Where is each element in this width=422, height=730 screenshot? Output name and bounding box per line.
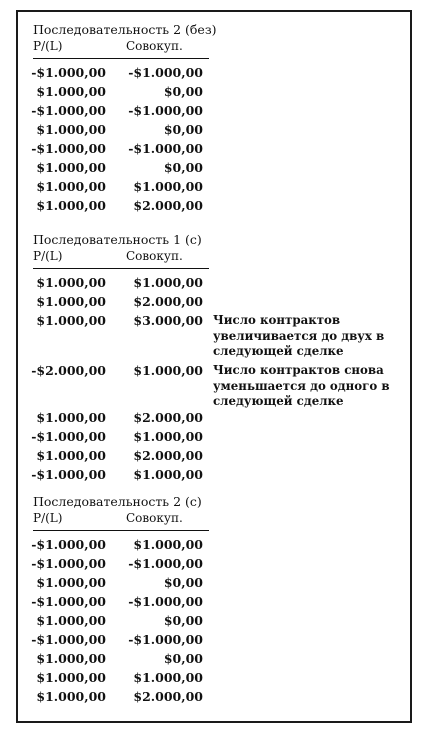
column-header-pl: P/(L) [33, 249, 63, 263]
pl-value: -$1.000,00 [31, 141, 106, 156]
pl-value: $1.000,00 [36, 275, 106, 290]
cumulative-value: $2.000,00 [133, 198, 203, 213]
pl-value: -$1.000,00 [31, 429, 106, 444]
table-row [33, 429, 209, 448]
row-note: Число контрактов снова уменьшается до одного в следующей сделке [213, 363, 390, 408]
cumulative-value: $0,00 [163, 84, 203, 99]
pl-value: $1.000,00 [36, 179, 106, 194]
table-row [33, 448, 209, 467]
pl-value: -$1.000,00 [31, 594, 106, 609]
table-row [33, 670, 209, 689]
table-row [33, 313, 385, 363]
cumulative-value: $2.000,00 [133, 448, 203, 463]
table-row [33, 294, 209, 313]
table-row [33, 575, 209, 594]
pl-value: -$1.000,00 [31, 65, 106, 80]
cumulative-value: $1.000,00 [133, 275, 203, 290]
table-row [33, 122, 217, 141]
pl-value: -$1.000,00 [31, 556, 106, 571]
table-row [33, 613, 209, 632]
pl-value: $1.000,00 [36, 84, 106, 99]
column-headers [33, 248, 209, 266]
section-sequence-2-without [33, 22, 217, 217]
pl-value: $1.000,00 [36, 294, 106, 309]
pl-value: -$1.000,00 [31, 537, 106, 552]
pl-value: $1.000,00 [36, 689, 106, 704]
table-row [33, 84, 217, 103]
table-row [33, 275, 209, 294]
cumulative-value: -$1.000,00 [128, 103, 203, 118]
pl-value: -$2.000,00 [31, 363, 106, 378]
cumulative-value: $1.000,00 [133, 670, 203, 685]
section-sequence-1-with [31, 232, 390, 486]
pl-value: $1.000,00 [36, 575, 106, 590]
table-row [31, 363, 390, 410]
column-header-cumulative: Совокуп. [126, 511, 183, 525]
rows-container [33, 537, 209, 708]
table-row [33, 632, 209, 651]
pl-value: $1.000,00 [36, 122, 106, 137]
cumulative-value: $1.000,00 [133, 537, 203, 552]
cumulative-value: $0,00 [163, 613, 203, 628]
table-row [33, 651, 209, 670]
cumulative-value: $0,00 [163, 575, 203, 590]
cumulative-value: $0,00 [163, 160, 203, 175]
cumulative-value: $1.000,00 [133, 429, 203, 444]
section-sequence-2-with [33, 494, 209, 708]
cumulative-value: $2.000,00 [133, 294, 203, 309]
header-rule [33, 268, 209, 269]
cumulative-value: $3.000,00 [133, 313, 203, 328]
row-note: Число контрактов увеличивается до двух в следующей сделке [213, 313, 385, 358]
pl-value: $1.000,00 [36, 198, 106, 213]
pl-value: $1.000,00 [36, 670, 106, 685]
header-rule [33, 530, 209, 531]
table-row [33, 179, 217, 198]
table-row [33, 141, 217, 160]
table-row [33, 467, 209, 486]
table-row [33, 689, 209, 708]
table-row [33, 537, 209, 556]
cumulative-value: $2.000,00 [133, 689, 203, 704]
column-header-cumulative: Совокуп. [126, 39, 183, 53]
pl-value: $1.000,00 [36, 160, 106, 175]
table-row [33, 65, 217, 84]
pl-value: -$1.000,00 [31, 103, 106, 118]
cumulative-value: $1.000,00 [133, 363, 203, 378]
pl-value: $1.000,00 [36, 313, 106, 328]
cumulative-value: $2.000,00 [133, 410, 203, 425]
cumulative-value: $1.000,00 [133, 179, 203, 194]
pl-value: $1.000,00 [36, 651, 106, 666]
cumulative-value: $0,00 [163, 651, 203, 666]
cumulative-value: -$1.000,00 [128, 556, 203, 571]
table-row [33, 103, 217, 122]
section-title: Последовательность 2 (без) [33, 22, 217, 37]
cumulative-value: $1.000,00 [133, 467, 203, 482]
cumulative-value: $0,00 [163, 122, 203, 137]
table-row [33, 594, 209, 613]
table-row [33, 410, 209, 429]
pl-value: $1.000,00 [36, 613, 106, 628]
rows-container [31, 275, 390, 486]
column-headers [33, 510, 209, 528]
table-row [33, 198, 217, 217]
cumulative-value: -$1.000,00 [128, 141, 203, 156]
column-header-pl: P/(L) [33, 39, 63, 53]
pl-value: -$1.000,00 [31, 632, 106, 647]
section-title: Последовательность 2 (с) [33, 494, 202, 509]
column-headers [33, 38, 217, 56]
column-header-pl: P/(L) [33, 511, 63, 525]
section-title: Последовательность 1 (с) [33, 232, 202, 247]
cumulative-value: -$1.000,00 [128, 594, 203, 609]
header-rule [33, 58, 209, 59]
table-row [33, 160, 217, 179]
cumulative-value: -$1.000,00 [128, 632, 203, 647]
rows-container [33, 65, 217, 217]
pl-value: $1.000,00 [36, 410, 106, 425]
column-header-cumulative: Совокуп. [126, 249, 183, 263]
cumulative-value: -$1.000,00 [128, 65, 203, 80]
pl-value: -$1.000,00 [31, 467, 106, 482]
table-row [33, 556, 209, 575]
pl-value: $1.000,00 [36, 448, 106, 463]
